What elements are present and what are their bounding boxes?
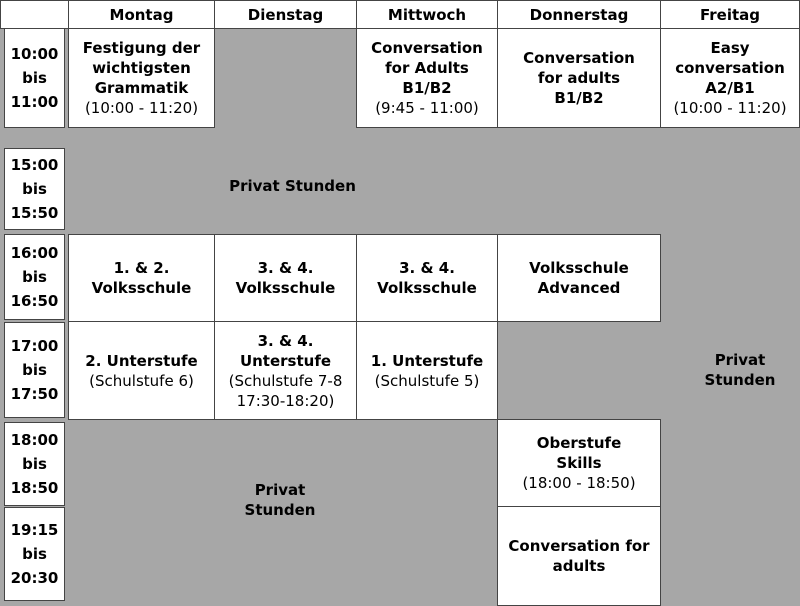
- time-slot-17: 17:00 bis 17:50: [4, 322, 65, 418]
- course-mon-17: 2. Unterstufe (Schulstufe 6): [68, 321, 215, 420]
- course-fri-10: Easy conversation A2/B1 (10:00 - 11:20): [660, 28, 800, 128]
- course-tue-17: 3. & 4. Unterstufe (Schulstufe 7-8 17:30-18:20): [214, 321, 357, 420]
- header-monday: Montag: [68, 0, 215, 29]
- course-wed-16: 3. & 4. Volksschule: [356, 234, 498, 322]
- course-wed-17: 1. Unterstufe (Schulstufe 5): [356, 321, 498, 420]
- time-slot-10: 10:00 bis 11:00: [4, 28, 65, 128]
- private-lessons-friday: Privat Stunden: [704, 351, 776, 389]
- course-thu-16: Volksschule Advanced: [497, 234, 661, 322]
- private-lessons-18: Privat Stunden: [244, 481, 316, 519]
- time-slot-18: 18:00 bis 18:50: [4, 422, 65, 506]
- time-slot-19: 19:15 bis 20:30: [4, 507, 65, 601]
- time-slot-16: 16:00 bis 16:50: [4, 234, 65, 320]
- header-friday: Freitag: [660, 0, 800, 29]
- header-thursday: Donnerstag: [497, 0, 661, 29]
- course-mon-10: Festigung der wichtigsten Grammatik (10:00 - 11:20): [68, 28, 215, 128]
- private-lessons-15: Privat Stunden: [229, 177, 356, 195]
- course-wed-10: Conversation for Adults B1/B2 (9:45 - 11:00): [356, 28, 498, 128]
- header-wednesday: Mittwoch: [356, 0, 498, 29]
- corner-cell: [0, 0, 69, 29]
- course-tue-16: 3. & 4. Volksschule: [214, 234, 357, 322]
- header-tuesday: Dienstag: [214, 0, 357, 29]
- course-mon-16: 1. & 2. Volksschule: [68, 234, 215, 322]
- time-slot-15: 15:00 bis 15:50: [4, 148, 65, 230]
- course-thu-10: Conversation for adults B1/B2: [497, 28, 661, 128]
- course-thu-18: Oberstufe Skills (18:00 - 18:50): [497, 419, 661, 507]
- course-thu-19: Conversation for adults: [497, 506, 661, 606]
